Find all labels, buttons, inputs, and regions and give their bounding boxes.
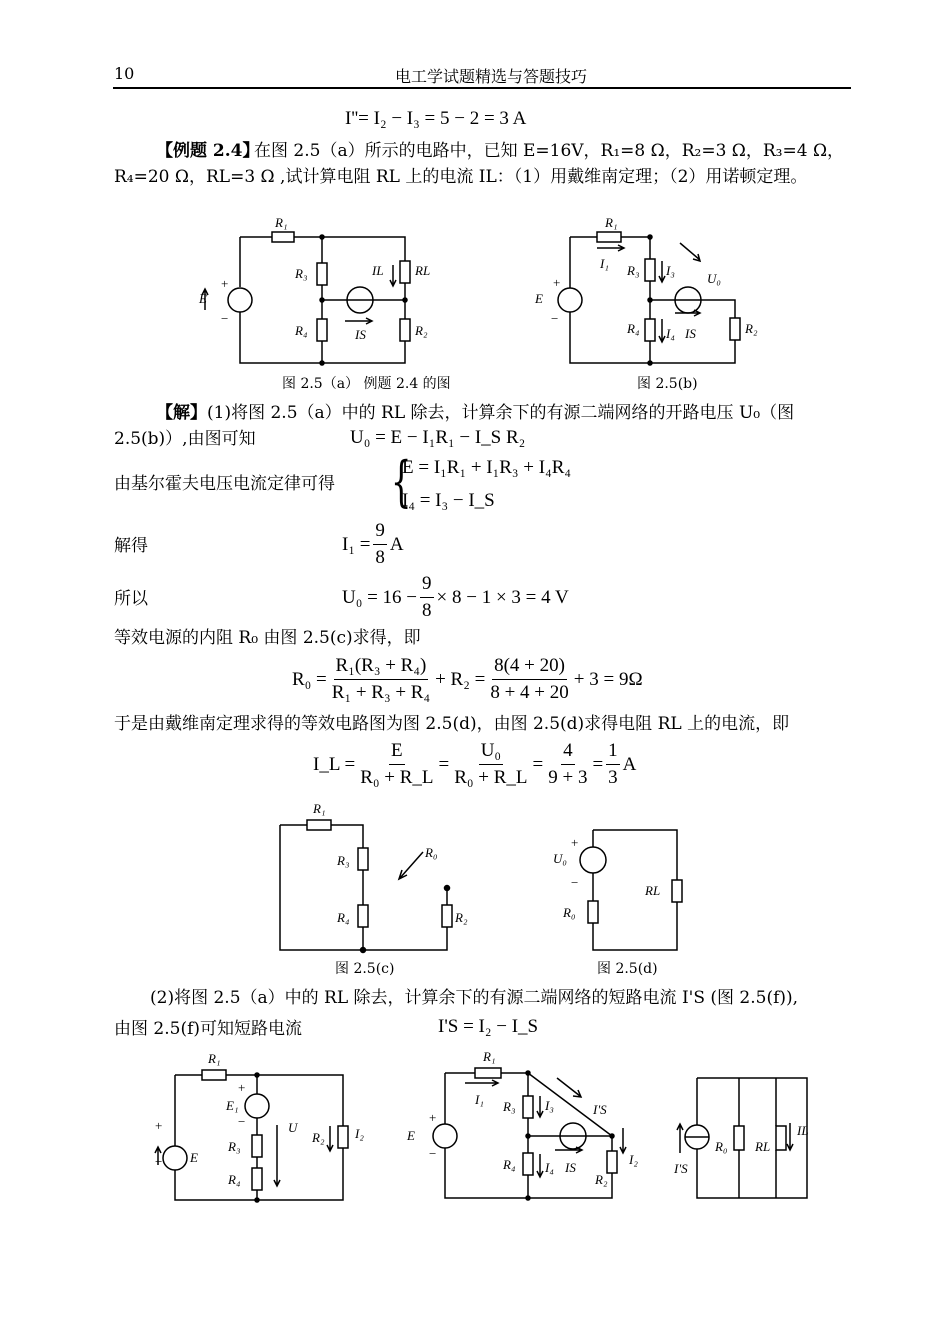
label-R3: R₃ [295, 266, 308, 281]
label-IL: IL [372, 263, 384, 278]
svg-text:+: + [429, 1110, 437, 1125]
sys-eq-1: E = I₁R₁ + I₁R₃ + I₄R₄ [402, 457, 571, 478]
label-f-ISp: I'S [593, 1102, 607, 1117]
so-text: 所以 [114, 589, 148, 609]
label-f-R2: R₂ [595, 1172, 608, 1187]
label-c-R1: R₁ [313, 801, 326, 816]
svg-text:+: + [238, 1080, 246, 1095]
solution-line-1: (1)将图 2.5（a）中的 RL 除去，计算余下的有源二端网络的开路电压 U₀（图 [207, 403, 795, 423]
label-f-R1: R₁ [483, 1049, 496, 1064]
svg-text:−: − [238, 1114, 246, 1129]
label-c-R0: R₀ [425, 845, 438, 860]
label-e-R2: R₂ [312, 1130, 325, 1145]
figure-2-5g [672, 1073, 832, 1203]
svg-text:+: + [553, 275, 561, 290]
solution-label: 【解】 [156, 403, 207, 423]
caption-fig-c: 图 2.5(c) [335, 961, 395, 977]
eq-is: I'S = I₂ − I_S [438, 1016, 539, 1037]
label-e-U: U [288, 1120, 298, 1135]
label-b-IS: IS [685, 326, 696, 341]
label-e-E: E [190, 1150, 198, 1165]
label-b-E: E [535, 291, 543, 306]
label-f-I2: I₂ [629, 1152, 638, 1167]
kirchhoff-text: 由基尔霍夫电压电流定律可得 [114, 474, 335, 494]
example-line-1: 在图 2.5（a）所示的电路中，已知 E=16V，R₁=8 Ω，R₂=3 Ω，R₃=4 Ω， [254, 141, 845, 161]
label-e-R1: R₁ [208, 1051, 221, 1066]
label-f-E: E [407, 1128, 415, 1143]
svg-text:−: − [221, 311, 229, 326]
label-c-R2: R₂ [455, 910, 468, 925]
eq-u0-value: U₀ = 16 − $\frac{9}{8}$ × 8 − 1 × 3 = 4 V [342, 573, 569, 621]
label-R2: R₂ [415, 323, 428, 338]
label-R4: R₄ [295, 323, 308, 338]
eq-u0: U₀ = E − I₁R₁ − I_S R₂ [350, 427, 526, 448]
r0-text: 等效电源的内阻 R₀ 由图 2.5(c)求得，即 [114, 628, 421, 648]
label-f-R4: R₄ [503, 1157, 516, 1172]
label-e-E1: E₁ [226, 1098, 239, 1113]
label-RL: RL [415, 263, 431, 278]
label-f-I1: I₁ [475, 1092, 484, 1107]
figure-2-5c [275, 800, 475, 950]
label-b-I3: I₃ [666, 263, 675, 278]
label-f-I3: I₃ [545, 1098, 554, 1113]
figure-2-5e [150, 1050, 370, 1200]
caption-fig-a: 图 2.5（a） 例题 2.4 的图 [282, 376, 451, 392]
label-f-IS: IS [565, 1160, 576, 1175]
svg-text:−: − [571, 875, 579, 890]
sys-eq-2: I₄ = I₃ − I_S [402, 490, 495, 511]
label-g-R0: R₀ [715, 1139, 728, 1154]
figure-2-5f [405, 1048, 638, 1198]
label-e-R3: R₃ [228, 1139, 241, 1154]
eq-r0: R₀ = $\frac{\text{R₁(R₃ + R₄)}}{\text{R₁ + R₃ + R₄}}$ + R₂ = $\frac{8(4 + 20)}{8 + 4 + 20}$ + 3 = 9Ω [292, 655, 643, 703]
label-e-I2: I₂ [355, 1126, 364, 1141]
eq-il: I_L = $\frac{E}{\text{R₀ + R\_L}}$ = $\frac{\text{U₀}}{\text{R₀ + R\_L}}$ = $\frac{4}{9 + 3}$ = $\frac{1}{3}$ A [313, 740, 637, 788]
svg-text:+: + [571, 835, 579, 850]
label-b-I4: I₄ [666, 326, 675, 341]
label-d-U0: U₀ [553, 851, 567, 866]
label-g-RL: RL [755, 1139, 771, 1154]
label-b-R1: R₁ [605, 215, 618, 230]
page-number: 10 [114, 64, 135, 83]
svg-text:−: − [155, 1154, 163, 1169]
eq-i1: I₁ = $\frac{9}{8}$ A [342, 520, 404, 568]
label-b-R2: R₂ [745, 321, 758, 336]
solution-line-2: 2.5(b)）,由图可知 [114, 429, 256, 449]
top-equation: I''= I₂ − I₃ = 5 − 2 = 3 A [345, 108, 527, 129]
label-g-IL: IL [797, 1123, 809, 1138]
figure-2-5d [545, 825, 695, 955]
caption-fig-b: 图 2.5(b) [637, 376, 698, 392]
label-b-R3: R₃ [627, 263, 640, 278]
svg-text:+: + [155, 1118, 163, 1133]
label-d-R0: R₀ [563, 905, 576, 920]
svg-text:−: − [551, 311, 559, 326]
label-R1: R₁ [275, 215, 288, 230]
part2-line-2: 由图 2.5(f)可知短路电流 [114, 1019, 302, 1039]
label-f-I4: I₄ [545, 1160, 554, 1175]
system-brace: { [390, 450, 412, 513]
figure-2-5a [195, 215, 435, 365]
part2-line-1: (2)将图 2.5（a）中的 RL 除去，计算余下的有源二端网络的短路电流 I'S (图 2.5(f)), [150, 988, 799, 1008]
label-c-R4: R₄ [337, 910, 350, 925]
book-title: 电工学试题精选与答题技巧 [395, 67, 588, 86]
example-label: 【例题 2.4】 [156, 141, 260, 161]
label-c-R3: R₃ [337, 853, 350, 868]
label-g-ISp: I'S [674, 1161, 688, 1176]
label-f-R3: R₃ [503, 1099, 516, 1114]
label-e-R4: R₄ [228, 1172, 241, 1187]
label-E: E [199, 291, 207, 306]
thevenin-text: 于是由戴维南定理求得的等效电路图为图 2.5(d)，由图 2.5(d)求得电阻 RL 上的电流，即 [114, 714, 790, 734]
header-rule [113, 87, 851, 89]
example-line-2: R₄=20 Ω，RL=3 Ω ,试计算电阻 RL 上的电流 IL：（1）用戴维南定理；（2）用诺顿定理。 [114, 167, 808, 187]
svg-text:+: + [221, 276, 229, 291]
solve-text: 解得 [114, 536, 148, 556]
label-b-I1: I₁ [600, 256, 609, 271]
caption-fig-d: 图 2.5(d) [597, 961, 658, 977]
figure-2-5b [535, 215, 775, 365]
label-d-RL: RL [645, 883, 661, 898]
label-b-R4: R₄ [627, 321, 640, 336]
label-b-U0: U₀ [707, 271, 721, 286]
label-IS: IS [355, 327, 366, 342]
svg-text:−: − [429, 1146, 437, 1161]
